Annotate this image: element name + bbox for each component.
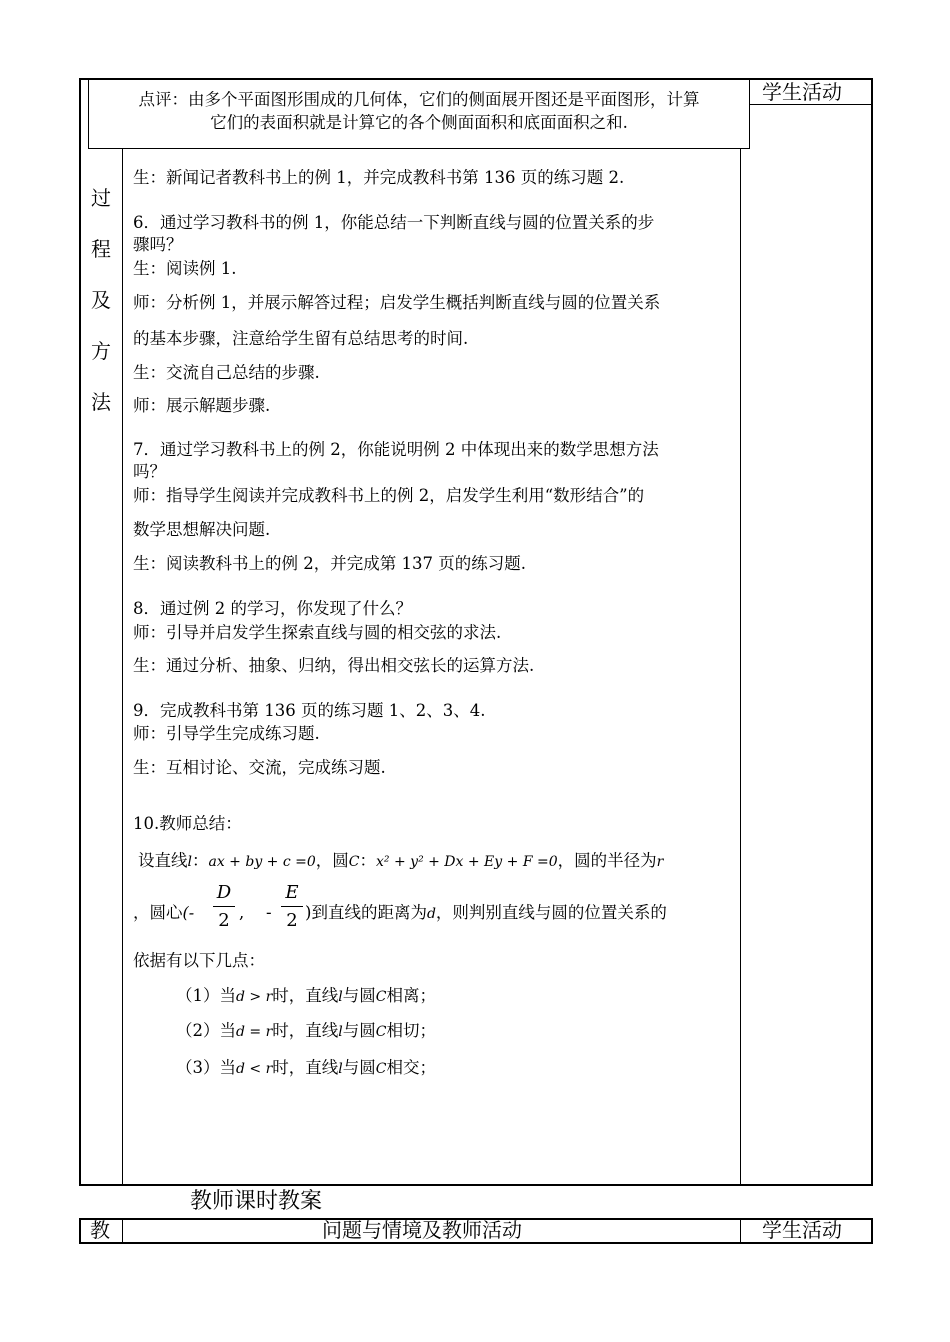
col-divider-left <box>122 78 123 1185</box>
col-divider-right <box>740 78 741 1185</box>
var-C: C <box>348 854 360 870</box>
frac2-numerator: E <box>285 882 299 903</box>
left-char-1: 过 <box>91 186 111 210</box>
comment-line-1: 点评：由多个平面图形围成的几何体，它们的侧面展开图还是平面图形，计算 <box>138 90 700 109</box>
table-left-border <box>79 78 81 1185</box>
colon: ： <box>359 851 377 870</box>
frac1-denominator: 2 <box>218 910 230 931</box>
left-char-5: 法 <box>91 390 111 414</box>
cond-text: 时，直线 <box>272 986 339 1005</box>
left-char-3: 及 <box>91 288 111 312</box>
summary-text: 到直线的距离为 <box>311 903 427 922</box>
footer-table-right <box>871 1218 873 1243</box>
q9-line-1: 9．完成教科书第 136 页的练习题 1、2、3、4. <box>133 701 486 720</box>
q8-line-2: 师：引导并启发学生探索直线与圆的相交弦的求法. <box>133 623 502 642</box>
header-row-divider <box>740 104 872 105</box>
q10-title: 10.教师总结： <box>133 814 242 833</box>
q7-line-1: 7．通过学习教科书上的例 2，你能说明例 2 中体现出来的数学思想方法 <box>133 440 659 459</box>
summary-text: ，则判别直线与圆的位置关系的 <box>435 903 667 922</box>
var-l: l <box>187 854 192 870</box>
q6-line-3: 生：阅读例 1. <box>133 259 237 278</box>
q6-line-4: 师：分析例 1，并展示解答过程；启发学生概括判断直线与圆的位置关系 <box>133 293 661 312</box>
condition-3 <box>176 1057 436 1080</box>
frac-comma: , <box>239 903 245 922</box>
q9-line-2: 师：引导学生完成练习题. <box>133 724 320 743</box>
q7-line-2: 吗？ <box>133 462 166 481</box>
summary-text: ，圆的半径为 <box>557 851 657 870</box>
cond-text: 时，直线 <box>272 1021 339 1040</box>
table-right-border <box>871 78 873 1185</box>
q9-line-3: 生：互相讨论、交流，完成练习题. <box>133 758 386 777</box>
footer-table-left <box>79 1218 81 1243</box>
left-char-2: 程 <box>91 237 111 261</box>
var-C: C <box>375 989 387 1005</box>
relation: d > r <box>236 989 273 1005</box>
line-equation: ax + by + c =0 <box>208 854 316 870</box>
q6-line-6: 生：交流自己总结的步骤. <box>133 363 320 382</box>
summary-line-1 <box>138 850 663 873</box>
q6-line-2: 骤吗？ <box>133 235 183 254</box>
footer-col-1: 教 <box>90 1218 110 1242</box>
var-l: l <box>338 1024 343 1040</box>
var-l: l <box>338 1061 343 1077</box>
cond-text: 与圆 <box>342 1058 376 1077</box>
var-d: d <box>426 906 436 922</box>
header-student-activity: 学生活动 <box>762 80 842 104</box>
footer-title: 教师课时教案 <box>190 1189 323 1214</box>
summary-line-2a <box>133 902 194 924</box>
condition-2 <box>176 1020 436 1043</box>
circle-equation: x² + y² + Dx + Ey + F =0 <box>376 854 558 870</box>
colon: ： <box>191 851 209 870</box>
summary-text: ，圆心 <box>133 903 183 922</box>
cond-text: 相离； <box>386 986 436 1005</box>
frac2-denominator: 2 <box>286 910 298 931</box>
frac2-bar <box>281 906 303 907</box>
cond-text: （3）当 <box>176 1058 236 1077</box>
frac2-minus: - <box>266 903 272 922</box>
footer-col-divider-left <box>122 1218 123 1243</box>
paren-close: ) <box>305 903 312 922</box>
comment-line-2: 它们的表面积就是计算它的各个侧面面积和底面面积之和. <box>210 113 628 132</box>
summary-text: 设直线 <box>138 851 188 870</box>
summary-line-2b <box>305 902 667 925</box>
cond-text: 相交； <box>386 1058 436 1077</box>
q6-line-5: 的基本步骤，注意给学生留有总结思考的时间. <box>133 329 469 348</box>
var-C: C <box>375 1024 387 1040</box>
footer-col-3: 学生活动 <box>762 1218 842 1242</box>
summary-line-3: 依据有以下几点： <box>133 951 265 970</box>
cond-text: （1）当 <box>176 986 236 1005</box>
cond-text: 相切； <box>386 1021 436 1040</box>
comment-box <box>88 79 750 149</box>
condition-1 <box>176 985 436 1008</box>
frac1-bar <box>213 906 235 907</box>
cond-text: 与圆 <box>342 1021 376 1040</box>
summary-text: ，圆 <box>315 851 349 870</box>
footer-table-bottom <box>79 1242 873 1244</box>
q7-line-5: 生：阅读教科书上的例 2，并完成第 137 页的练习题. <box>133 554 526 573</box>
cond-text: 时，直线 <box>272 1058 339 1077</box>
para-1: 生：新闻记者教科书上的例 1，并完成教科书第 136 页的练习题 2. <box>133 168 625 187</box>
frac1-numerator: D <box>216 882 232 903</box>
var-r: r <box>656 854 664 870</box>
relation: d = r <box>236 1024 273 1040</box>
relation: d < r <box>236 1061 273 1077</box>
q7-line-3: 师：指导学生阅读并完成教科书上的例 2，启发学生利用“数形结合”的 <box>133 486 645 505</box>
cond-text: 与圆 <box>342 986 376 1005</box>
q7-line-4: 数学思想解决问题. <box>133 520 271 539</box>
table-bottom-border <box>79 1184 873 1186</box>
q6-line-1: 6．通过学习教科书的例 1，你能总结一下判断直线与圆的位置关系的步 <box>133 213 655 232</box>
q8-line-1: 8．通过例 2 的学习，你发现了什么？ <box>133 599 412 618</box>
left-char-4: 方 <box>91 339 111 363</box>
var-l: l <box>338 989 343 1005</box>
footer-col-2: 问题与情境及教师活动 <box>322 1218 522 1242</box>
var-C: C <box>375 1061 387 1077</box>
q6-line-7: 师：展示解题步骤. <box>133 396 271 415</box>
cond-text: （2）当 <box>176 1021 236 1040</box>
paren-open: (- <box>182 903 195 922</box>
footer-col-divider-right <box>740 1218 741 1243</box>
q8-line-3: 生：通过分析、抽象、归纳，得出相交弦长的运算方法. <box>133 656 535 675</box>
